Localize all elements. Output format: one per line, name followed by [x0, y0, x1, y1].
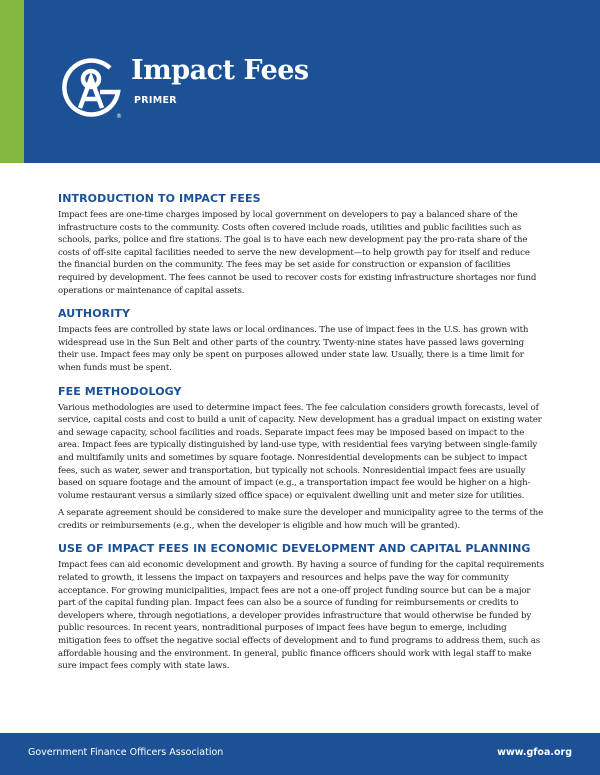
section-paragraph: A separate agreement should be considered to make sure the developer and municipality agree to the terms of the credits or reimbursements (e.g., when the developer is eligible and how much will be granted). [58, 508, 544, 531]
section-heading: USE OF IMPACT FEES IN ECONOMIC DEVELOPMENT AND CAPITAL PLANNING [58, 542, 531, 556]
section-heading: FEE METHODOLOGY [58, 384, 182, 398]
section-heading: INTRODUCTION TO IMPACT FEES [58, 192, 261, 205]
section-economic-development [58, 542, 544, 672]
section-heading: AUTHORITY [58, 307, 131, 321]
section-paragraph: Impact fees can aid economic development and growth. By having a source of funding for the capital requirements related to growth, it lessens the impact on taxpayers and resources and helps pave the way for community acceptance. For growing municipalities, impact fees are not a one-off project funding source but can be a major part of the capital funding plan. Impact fees can also be a source of funding for reimbursements or credits to developers where, through negotiations, a developer provides infrastructure that would otherwise be funded by public resources. In recent years, nontraditional purposes of impact fees have begun to emerge, including mitigation fees to offset the negative social effects of development and to fund programs to address them, such as affordable housing and the environment. In general, public finance officers should work with legal staff to make sure impact fees comply with state laws. [58, 560, 544, 672]
section-paragraph: Various methodologies are used to determine impact fees. The fee calculation considers growth forecasts, level of service, capital costs and cost to build a unit of capacity. New development has a gradual impact on existing water and sewage capacity, school facilities and roads. Separate impact fees may be imposed based on impact to the area. Impact fees are typically distinguished by land-use type, with residential fees varying between single-family and multifamily units and sometimes by square footage. Nonresidential developments can be subject to impact fees, such as water, sewer and transportation, but typically not schools. Nonresidential impact fees are usually based on square footage and the amount of impact (e.g., a transportation impact fee would be higher on a high-volume restaurant versus a similarly sized office space) or equivalent dwelling unit and meter size for utilities. [58, 402, 542, 501]
footer-website-link[interactable]: www.gfoa.org [497, 747, 572, 758]
footer-banner [0, 733, 600, 775]
footer-organization: Government Finance Officers Association [28, 747, 224, 758]
document-body [58, 192, 544, 683]
section-introduction [58, 192, 544, 297]
section-fee-methodology [58, 385, 544, 533]
section-paragraph: Impact fees are one-time charges imposed by local government on developers to pay a balanced share of the infrastructure costs to the community. Costs often covered include roads, utilities and public facilities such as schools, parks, police and fire stations. The goal is to have each new development pay the pro-rata share of the costs of off-site capital facilities needed to serve the new development—to help growth pay for itself and reduce the financial burden on the community. The fees may be set aside for construction or expansion of facilities required by development. The fees cannot be used to recover costs for existing infrastructure shortages nor fund operations or maintenance of capital assets. [58, 210, 537, 296]
accent-bar [0, 0, 24, 163]
section-paragraph: Impacts fees are controlled by state laws or local ordinances. The use of impact fees in the U.S. has grown with widespread use in the Sun Belt and other parts of the country. Twenty-nine states have passed laws governing their use. Impact fees may only be spent on purposes allowed under state law. Usually, there is a time limit for when funds must be spent. [58, 325, 529, 373]
section-authority [58, 307, 544, 374]
page-title: Impact Fees [131, 55, 309, 86]
page-subtitle: PRIMER [134, 95, 177, 106]
header-banner [0, 0, 600, 163]
svg-text:®: ® [116, 113, 122, 120]
gfoa-logo [58, 54, 124, 120]
